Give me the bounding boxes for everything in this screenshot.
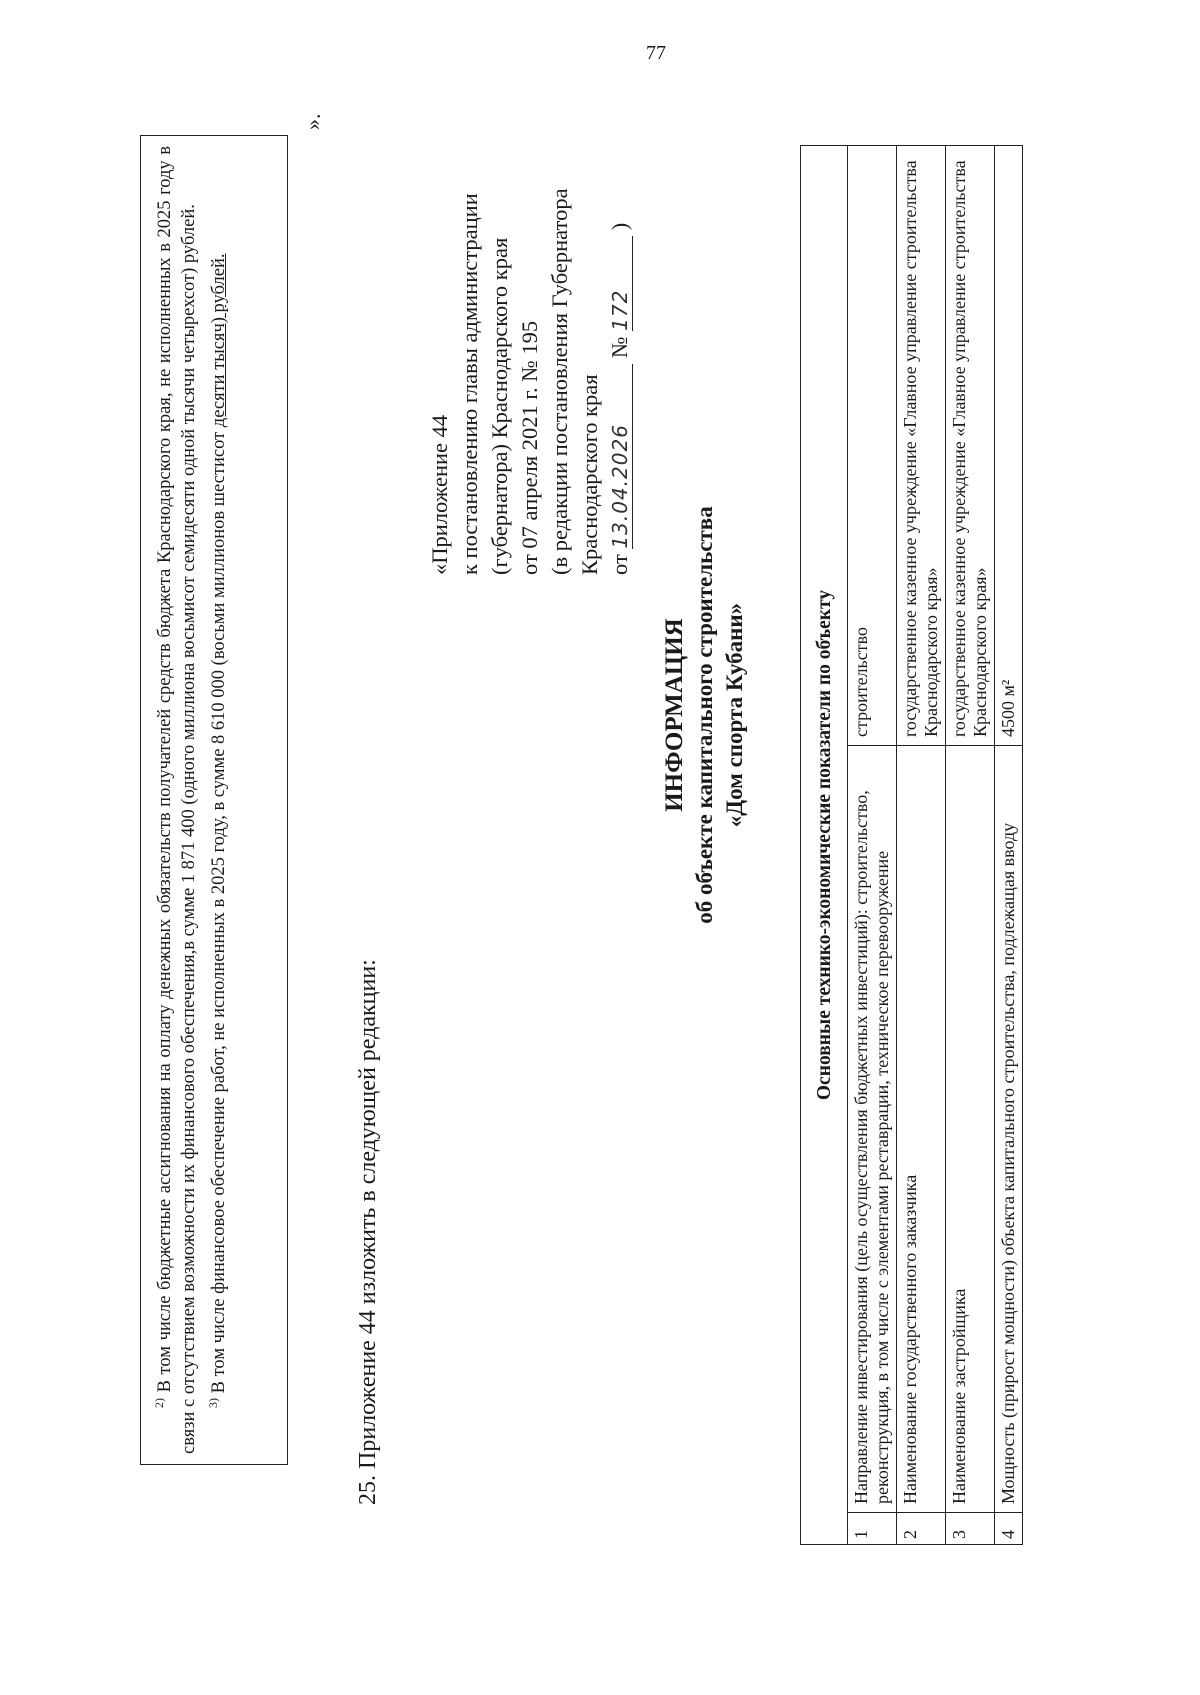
heading-subtitle-2: «Дом спорта Кубани»	[722, 602, 747, 828]
row-value: строительство	[848, 146, 897, 746]
row-value: государственное казенное учреждение «Главное управление строительства Краснодарского края»	[897, 146, 946, 746]
heading-subtitle-1: об объекте капитального строительства	[692, 506, 717, 924]
row-number: 4	[995, 1513, 1023, 1545]
footnote-3: $^{3)}$ В том числе финансовое обеспечение работ, не исполненных в 2025 году, в сумме 8 610 000 (восьми миллионов шестисот десяти тысяч) рублей.	[206, 253, 230, 1408]
row-name: Наименование государственного заказчика	[897, 746, 946, 1513]
heading-title: ИНФОРМАЦИЯ	[661, 618, 688, 812]
from-prefix: от	[607, 554, 632, 575]
table-header: Основные технико-экономические показатели по объекту	[801, 146, 848, 1545]
row-number: 2	[897, 1513, 946, 1545]
appendix-line-2: к постановлению главы администрации	[457, 193, 482, 575]
appendix-line-4: от 07 апреля 2021 г. № 195	[517, 320, 542, 575]
appendix-line-1: «Приложение 44	[427, 414, 452, 575]
document-heading	[660, 335, 750, 1095]
appendix-line-6: Краснодарского края	[577, 374, 602, 575]
page-number: 77	[646, 42, 666, 64]
paragraph-25: 25. Приложение 44 изложить в следующей редакции:	[355, 959, 381, 1505]
table-row	[995, 146, 1023, 1545]
table-row	[946, 146, 995, 1545]
appendix-reference-block	[425, 15, 635, 575]
indicators-table	[800, 145, 1023, 1545]
number-prefix: №	[607, 336, 632, 358]
table-row	[848, 146, 897, 1545]
closing-quote: ».	[300, 113, 325, 130]
row-name: Направление инвестирования (цель осуществления бюджетных инвестиций): строительство, реконструкция, в том числе с элементами реставрации, техническое перевооружение	[848, 746, 897, 1513]
row-value: 4500 м²	[995, 146, 1023, 746]
appendix-line-3: (губернатора) Краснодарского края	[487, 237, 512, 575]
row-value: государственное казенное учреждение «Главное управление строительства Краснодарского края»	[946, 146, 995, 746]
footnotes-box	[140, 135, 288, 1465]
close-paren: )	[607, 222, 632, 231]
footnote-2: $^{2)}$ В том числе бюджетные ассигнования на оплату денежных обязательств получателей средств бюджета Краснодарского края, не исполненных в 2025 году в связи с отсутствием возможности их финансового обеспечения,в сумме 1 871 400 (одного миллиона восьмисот семидесяти одной тысячи четырехсот) рублей.	[152, 146, 200, 1454]
row-number: 3	[946, 1513, 995, 1545]
handwritten-date: 13.04.2026	[608, 364, 633, 549]
appendix-line-5: (в редакции постановления Губернатора	[547, 188, 572, 575]
row-name: Наименование застройщика	[946, 746, 995, 1513]
handwritten-number: 172	[608, 236, 633, 331]
row-name: Мощность (прирост мощности) объекта капитального строительства, подлежащая вводу	[995, 746, 1023, 1513]
row-number: 1	[848, 1513, 897, 1545]
appendix-line-date	[605, 15, 635, 575]
table-row	[897, 146, 946, 1545]
